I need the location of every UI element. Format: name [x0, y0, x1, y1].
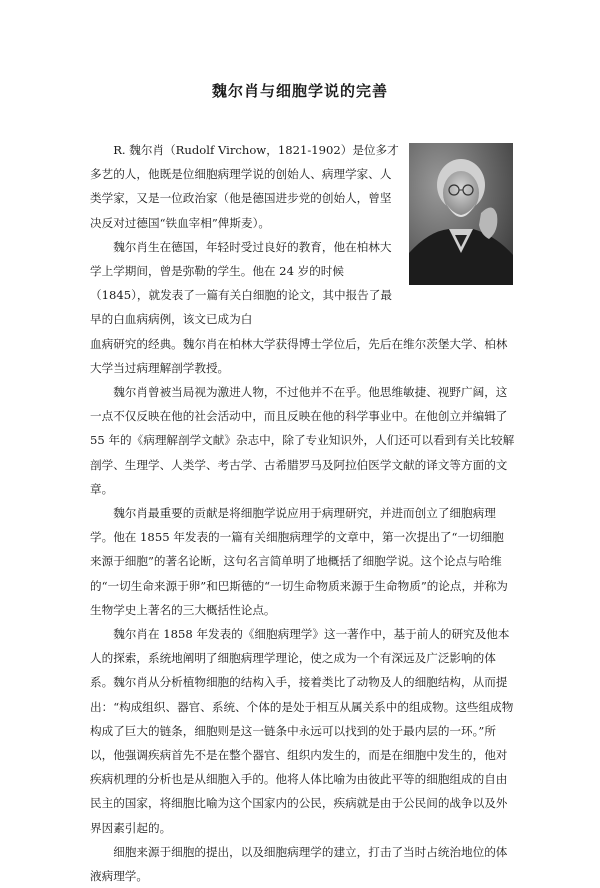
paragraph-intro: R. 魏尔肖（Rudolf Virchow，1821-1902）是位多才多艺的人，他既是位细胞病理学说的创始人、病理学家、人类学家，又是一位政治家（他是德国进步党的创始人，曾坚决反对过德国“铁血宰相”俾斯麦）。: [90, 143, 399, 230]
paragraph-conclusion: 细胞来源于细胞的提出，以及细胞病理学的建立，打击了当时占统治地位的体液病理学。: [90, 844, 508, 884]
paragraph-politics: 魏尔肖曾被当局视为激进人物，不过他并不在乎。他思维敏捷、视野广阔，这一点不仅反映在他的社会活动中，而且反映在他的科学事业中。在他创立并编辑了 55 年的《病理解剖学文献》杂志中，除了专业知识外，人们还可以看到有关比较解剖学、生理学、人类学、考古学、古希腊罗马及阿拉伯医学文献的译文等方面的文章。: [90, 385, 515, 496]
paragraph-contribution: 魏尔肖最重要的贡献是将细胞学说应用于病理研究，并进而创立了细胞病理学。他在 1855 年发表的一篇有关细胞病理学的文章中，第一次提出了“一切细胞来源于细胞”的著名论断，这句名言简单明了地概括了细胞学说。这个论点与哈维的“一切生命来源于卵”和巴斯德的“一切生命物质来源于生命物质”的论点，并称为生物学史上著名的三大概括性论点。: [90, 506, 508, 617]
paragraph-early-life: 魏尔肖生在德国，年轻时受过良好的教育，他在柏林大学上学期间，曾是弥勒的学生。他在 24 岁的时候（1845），就发表了一篇有关白细胞的论文，其中报告了最早的白血病病例，该文已成为白: [90, 239, 392, 327]
paragraph-cell-pathology: 魏尔肖在 1858 年发表的《细胞病理学》这一著作中，基于前人的研究及他本人的探索，系统地阐明了细胞病理学理论，使之成为一个有深远及广泛影响的体系。魏尔肖从分析植物细胞的结构入手，接着类比了动物及人的细胞结构，从而提出：“构成组织、器官、系统、个体的是处于相互从属关系中的组成物。这些组成物构成了巨大的链条，细胞则是这一链条中永远可以找到的处于最内层的一环。”所以，他强调疾病首先不是在整个器官、组织内发生的，而是在细胞中发生的，他对疾病机理的分析也是从细胞入手的。他将人体比喻为由彼此平等的细胞组成的自由民主的国家，将细胞比喻为这个国家内的公民，疾病就是由于公民间的战争以及外界因素引起的。: [90, 627, 514, 835]
article-body: [90, 138, 515, 888]
page-title: 魏尔肖与细胞学说的完善: [211, 82, 388, 100]
paragraph-early-life-cont: 血病研究的经典。魏尔肖在柏林大学获得博士学位后，先后在维尔茨堡大学、柏林大学当过病理解剖学教授。: [90, 336, 508, 375]
